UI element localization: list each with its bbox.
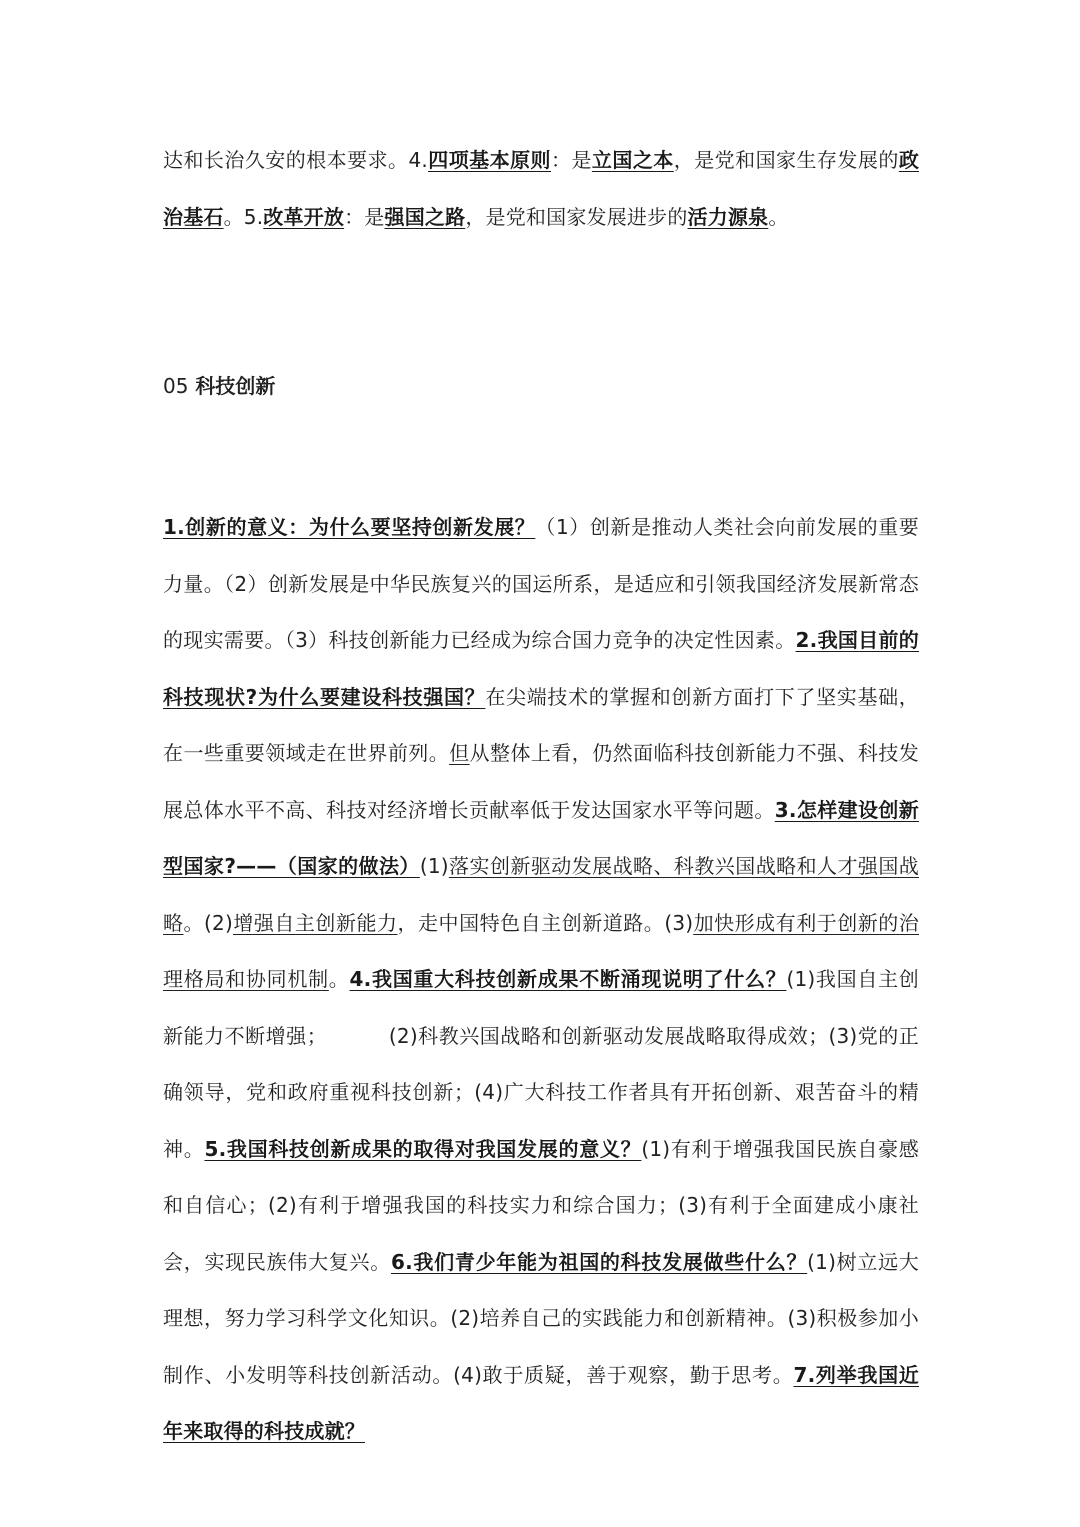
section-title: 科技创新 bbox=[195, 374, 276, 398]
keyword-reform-opening: 改革开放 bbox=[263, 204, 345, 229]
answer-5: (1)有利于增强我国民族自豪感和自信心；(2)有利于增强我国的科技实力和综合国力；(3)有利于全面建成小康社会，实现民族伟大复兴。 bbox=[163, 1136, 919, 1274]
answer-2-but: 但 bbox=[449, 741, 470, 765]
text-run: ：是 bbox=[551, 148, 592, 172]
question-3: 3.怎样建设创新型国家?——（国家的做法） bbox=[163, 797, 919, 878]
paragraph-principles bbox=[163, 132, 919, 245]
section-number: 05 bbox=[163, 374, 189, 398]
question-6: 6.我们青少年能为祖国的科技发展做些什么？ bbox=[390, 1249, 808, 1274]
answer-6: (1)树立远大理想，努力学习科学文化知识。(2)培养自己的实践能力和创新精神。(3)积极参加小制作、小发明等科技创新活动。(4)敢于质疑，善于观察，勤于思考。 bbox=[163, 1249, 919, 1387]
paragraph-innovation bbox=[163, 499, 919, 1460]
keyword-foundation: 立国之本 bbox=[591, 148, 674, 172]
keyword-political-cornerstone: 政治基石 bbox=[163, 148, 920, 229]
question-1: 1.创新的意义：为什么要坚持创新发展？ bbox=[163, 515, 536, 539]
answer-4-part-b: (2)科教兴国战略和创新驱动发展战略取得成效；(3)党的正确领导，党和政府重视科技创新；(4)广大科技工作者具有开拓创新、艰苦奋斗的精神。 bbox=[163, 1023, 919, 1161]
section-heading bbox=[163, 368, 275, 404]
text-run: ：是 bbox=[344, 204, 385, 229]
answer-3-part-a: (1) bbox=[419, 854, 449, 878]
text-run: 。5. bbox=[223, 204, 264, 229]
answer-2-part-a: 在尖端技术的掌握和创新方面打下了坚实基础，在一些重要领域走在世界前列。 bbox=[163, 684, 919, 765]
question-2: 2.我国目前的科技现状?为什么要建设科技强国？ bbox=[163, 628, 919, 709]
answer-2-part-c: 从整体上看，仍然面临科技创新能力不强、科技发展总体水平不高、科技对经济增长贡献率低于发达国家水平等问题。 bbox=[163, 741, 919, 822]
answer-4-part-a: (1)我国自主创新能力不断增强； bbox=[163, 967, 920, 1048]
keyword-four-principles: 四项基本原则 bbox=[427, 148, 551, 172]
keyword-vitality-source: 活力源泉 bbox=[687, 204, 769, 229]
answer-3-part-e: ，走中国特色自主创新道路。(3) bbox=[397, 910, 694, 935]
question-4: 4.我国重大科技创新成果不断涌现说明了什么？ bbox=[349, 967, 787, 991]
text-run: ，是党和国家生存发展的 bbox=[673, 148, 899, 172]
answer-3-strategies: 落实创新驱动发展战略、科教兴国战略和人才强国战略 bbox=[163, 854, 919, 935]
question-7: 7.列举我国近年来取得的科技成就？ bbox=[163, 1362, 919, 1443]
answer-3-part-c: 。(2) bbox=[183, 910, 233, 935]
text-run: ，是党和国家发展进步的 bbox=[465, 204, 688, 229]
keyword-strong-nation-road: 强国之路 bbox=[384, 204, 466, 229]
answer-3-governance: 加快形成有利于创新的治理格局和协同机制 bbox=[163, 910, 920, 991]
answer-1: （1）创新是推动人类社会向前发展的重要力量。（2）创新发展是中华民族复兴的国运所系，是适应和引领我国经济发展新常态的现实需要。（3）科技创新能力已经成为综合国力竞争的决定性因素。 bbox=[163, 515, 919, 652]
text-run: 。 bbox=[768, 204, 789, 229]
text-run: 达和长治久安的根本要求。4. bbox=[163, 148, 428, 172]
question-5: 5.我国科技创新成果的取得对我国发展的意义？ bbox=[204, 1136, 642, 1161]
answer-3-independent: 增强自主创新能力 bbox=[233, 910, 398, 935]
answer-3-part-g: 。 bbox=[328, 967, 350, 991]
